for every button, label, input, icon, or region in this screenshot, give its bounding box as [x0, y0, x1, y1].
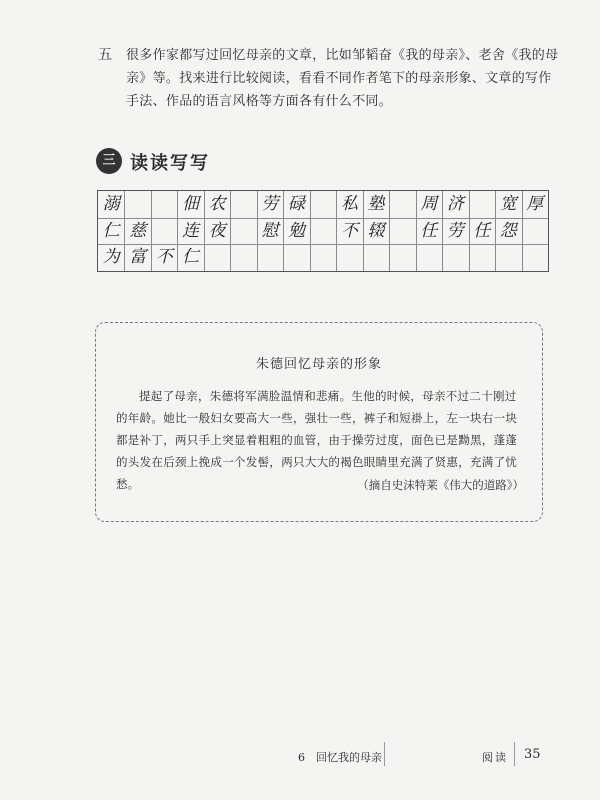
- grid-cell: 仁: [102, 220, 120, 241]
- grid-cell: [442, 244, 468, 271]
- grid-cell: [257, 244, 283, 271]
- grid-cell: [204, 244, 230, 271]
- grid-cell: 佃: [182, 194, 200, 214]
- reading-source: （摘自史沫特莱《伟大的道路》）: [357, 478, 524, 492]
- grid-cell: [469, 191, 495, 218]
- grid-cell: 勉: [288, 220, 306, 241]
- grid-cell: 不: [155, 247, 173, 268]
- section-title: 读读写写: [130, 153, 210, 174]
- grid-cell: [124, 191, 150, 218]
- grid-cell: [416, 244, 442, 271]
- question-text: 很多作家都写过回忆母亲的文章，比如邹韬奋《我的母亲》、老舍《我的母亲》等。找来进行比较阅读，看看不同作者笔下的母亲形象、文章的写作手法、作品的语言风格等方面各有什么不同。: [126, 48, 559, 109]
- grid-cell: [283, 244, 309, 271]
- grid-cell: 农: [208, 194, 226, 214]
- grid-cell: [389, 244, 415, 271]
- grid-cell: [336, 244, 362, 271]
- grid-cell: 任: [420, 220, 438, 241]
- grid-cell: [522, 244, 548, 271]
- footer-chapter: 6 回忆我的母亲: [298, 751, 382, 764]
- grid-cell: 慈: [129, 220, 147, 241]
- reading-title: 朱德回忆母亲的形象: [255, 357, 382, 372]
- reading-box: [95, 322, 543, 522]
- grid-cell: [363, 244, 389, 271]
- grid-cell: [310, 218, 336, 245]
- footer-section: 阅读: [482, 751, 508, 764]
- grid-cell: [230, 218, 256, 245]
- grid-cell: [310, 244, 336, 271]
- grid-cell: 溺: [102, 194, 120, 214]
- grid-cell: 周: [420, 194, 438, 214]
- grid-cell: [495, 244, 521, 271]
- grid-cell: 私: [340, 194, 358, 214]
- grid-cell: [151, 218, 177, 245]
- question-number: 五: [98, 47, 112, 63]
- grid-cell: 塾: [367, 194, 385, 214]
- grid-cell: 慰: [261, 220, 279, 241]
- grid-cell: [522, 218, 548, 245]
- grid-cell: [310, 191, 336, 218]
- grid-cell: 富: [129, 247, 147, 268]
- grid-cell: 劳: [446, 220, 464, 241]
- grid-cell: 连: [182, 220, 200, 241]
- grid-cell: 仁: [182, 247, 200, 268]
- grid-cell: 不: [340, 220, 358, 241]
- grid-cell: [230, 191, 256, 218]
- character-grid: [97, 190, 549, 272]
- grid-cell: 厚: [526, 194, 544, 214]
- reading-body: 提起了母亲，朱德将军满脸温情和悲痛。生他的时候，母亲不过二十刚过的年龄。她比一般妇女要高大一些，强壮一些，裤子和短褂上，左一块右一块都是补丁，两只手上突显着粗粗的血管，由于操劳过度，面色已是黝黑，蓬蓬的头发在后颈上挽成一个发髻，两只大大的褐色眼睛里充满了贤惠，充满了忧愁。: [116, 389, 518, 491]
- grid-cell: [389, 218, 415, 245]
- grid-cell: 宽: [499, 194, 517, 214]
- grid-cell: 辍: [367, 220, 385, 241]
- grid-cell: [230, 244, 256, 271]
- grid-cell: 怨: [499, 220, 517, 241]
- grid-cell: [151, 191, 177, 218]
- grid-cell: 劳: [261, 194, 279, 214]
- section-number-icon: 三: [96, 148, 122, 174]
- grid-cell: [389, 191, 415, 218]
- page-number: 35: [524, 747, 541, 762]
- footer-divider: [514, 742, 515, 766]
- grid-cell: 任: [473, 220, 491, 241]
- grid-cell: 济: [446, 194, 464, 214]
- footer-divider: [384, 742, 385, 766]
- grid-cell: 夜: [208, 220, 226, 241]
- grid-cell: 碌: [288, 194, 306, 214]
- grid-cell: [469, 244, 495, 271]
- grid-cell: 为: [102, 247, 120, 268]
